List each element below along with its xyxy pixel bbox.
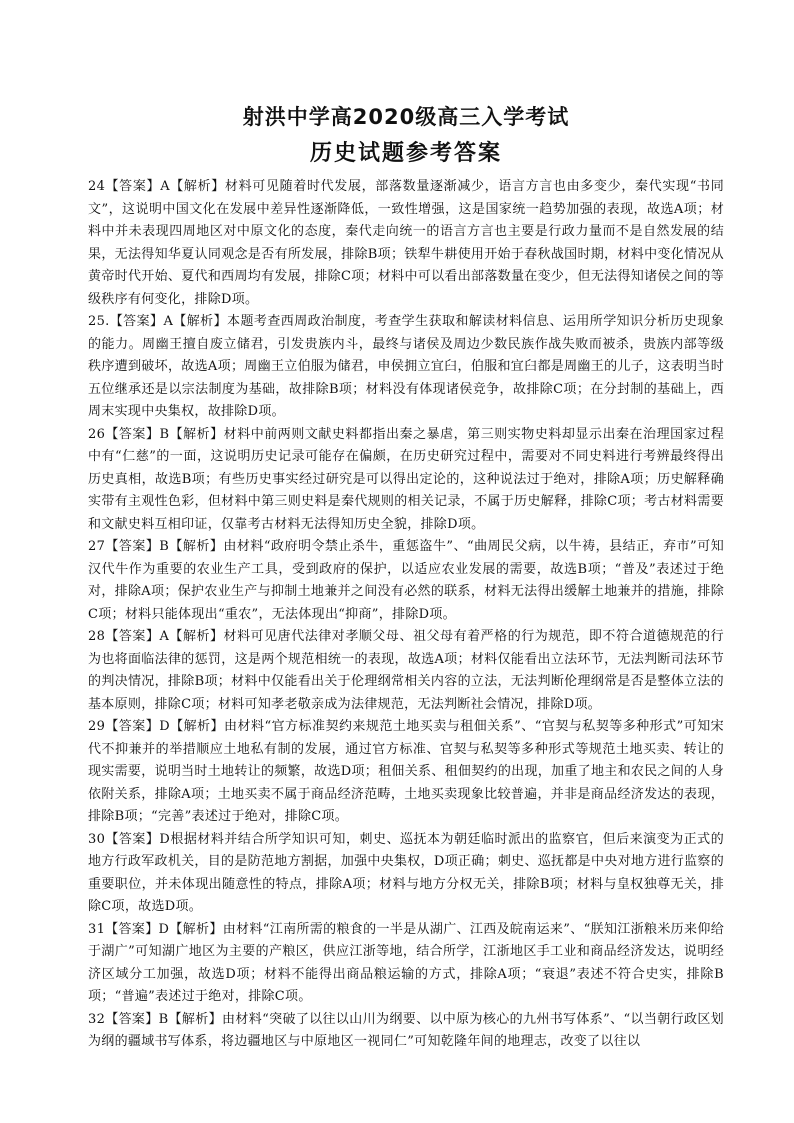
document-title: 射洪中学高2020级高三入学考试 (242, 105, 570, 129)
answer-item-31: 31【答案】D【解析】由材料“江南所需的粮食的一半是从湖广、江西及皖南运来”、“朕知江浙粮米历来仰给于湖广”可知湖广地区为主要的产粮区，供应江浙等地，结合所学，江浙地区手工业和商品经济发达，说明经济区域分工加强，故选D项；材料不能得出商品粮运输的方式，排除A项；“衰退”表述不符合史实，排除B项；“普遍”表述过于绝对，排除C项。 (88, 921, 724, 1004)
answer-item-30: 30【答案】D根据材料并结合所学知识可知，刺史、巡抚本为朝廷临时派出的监察官，但后来演变为正式的地方行政军政机关，目的是防范地方割据，加强中央集权，D项正确；刺史、巡抚都是中央对地方进行监察的重要职位，并未体现出随意性的特点，排除A项；材料与地方分权无关，排除B项；材料与皇权独尊无关，排除C项，故选D项。 (88, 831, 724, 914)
answer-item-24: 24【答案】A【解析】材料可见随着时代发展，部落数量逐渐减少，语言方言也由多变少，秦代实现“书同文”，这说明中国文化在发展中差异性逐渐降低，一致性增强，这是国家统一趋势加强的表现，故选A项；材料中并未表现四周地区对中原文化的态度，秦代走向统一的语言方言也主要是行政力量而不是自然发展的结果，无法得知华夏认同观念是否有所发展，排除B项；铁犁牛耕使用开始于春秋战国时期，材料中变化情况从黄帝时代开始、夏代和西周均有发展，排除C项；材料中可以看出部落数量在变少，但无法得知诸侯之间的等级秩序有何变化，排除D项。 (88, 179, 724, 307)
answer-item-27: 27【答案】B【解析】由材料“政府明令禁止杀牛，重惩盗牛”、“曲周民父病，以牛祷，县结正，弃市”可知汉代牛作为重要的农业生产工具，受到政府的保护，以适应农业发展的需要，故选B项；“普及”表述过于绝对，排除A项；保护农业生产与抑制土地兼并之间没有必然的联系，材料无法得出缓解土地兼并的措施，排除C项；材料只能体现出“重农”，无法体现出“抑商”，排除D项。 (88, 539, 724, 622)
answer-item-28: 28【答案】A【解析】材料可见唐代法律对孝顺父母、祖父母有着严格的行为规范，即不符合道德规范的行为也将面临法律的惩罚，这是两个规范相统一的表现，故选A项；材料仅能看出立法环节，无法判断司法环节的判决情况，排除B项；材料中仅能看出关于伦理纲常相关内容的立法，无法判断伦理纲常是否是整体立法的基本原则，排除C项；材料可知孝老敬亲成为法律规范，无法判断社会情况，排除D项。 (88, 629, 724, 712)
answer-item-32: 32【答案】B【解析】由材料“突破了以往以山川为纲要、以中原为核心的九州书写体系”、“以当朝行政区划为纲的疆域书写体系，将边疆地区与中原地区一视同仁”可知乾隆年间的地理志，改变了以往以 (88, 1011, 724, 1049)
document-subtitle: 历史试题参考答案 (309, 141, 502, 166)
answer-item-26: 26【答案】B【解析】材料中前两则文献史料都指出秦之暴虐，第三则实物史料却显示出秦在治理国家过程中有“仁慈”的一面，这说明历史记录可能存在偏颇，在历史研究过程中，需要对不同史料进行考辨最终得出历史真相，故选B项；有些历史事实经过研究是可以得出定论的，这种说法过于绝对，排除A项；历史解释确实带有主观性色彩，但材料中第三则史料是秦代规则的相关记录，不属于历史解释，排除C项；考古材料需要和文献史料互相印证，仅靠考古材料无法得知历史全貌，排除D项。 (88, 426, 724, 532)
answer-item-25: 25.【答案】A【解析】本题考查西周政治制度，考查学生获取和解读材料信息、运用所学知识分析历史现象的能力。周幽王擅自废立储君，引发贵族内斗，最终与诸侯及周边少数民族作战失败而被杀，贵族内部等级秩序遭到破坏，故选A项；周幽王立伯服为储君，申侯拥立宜臼，伯服和宜臼都是周幽王的儿子，这表明当时五位继承还是以宗法制度为基础，故排除B项；材料没有体现诸侯竞争，故排除C项；在分封制的基础上，西周末实现中央集权，故排除D项。 (88, 314, 724, 419)
answer-item-29: 29【答案】D【解析】由材料“官方标准契约来规范土地买卖与租佃关系”、“官契与私契等多种形式”可知宋代不抑兼并的举措顺应土地私有制的发展，通过官方标准、官契与私契等多种形式等规范土地买卖、转让的现实需要，说明当时土地转让的频繁，故选D项；租佃关系、租佃契约的出现，加重了地主和农民之间的人身依附关系，排除A项；土地买卖不属于商品经济范畴，土地买卖现象比较普遍，并非是商品经济发达的表现，排除B项；“完善”表述过于绝对，排除C项。 (88, 719, 724, 824)
answer-list (88, 176, 724, 1054)
